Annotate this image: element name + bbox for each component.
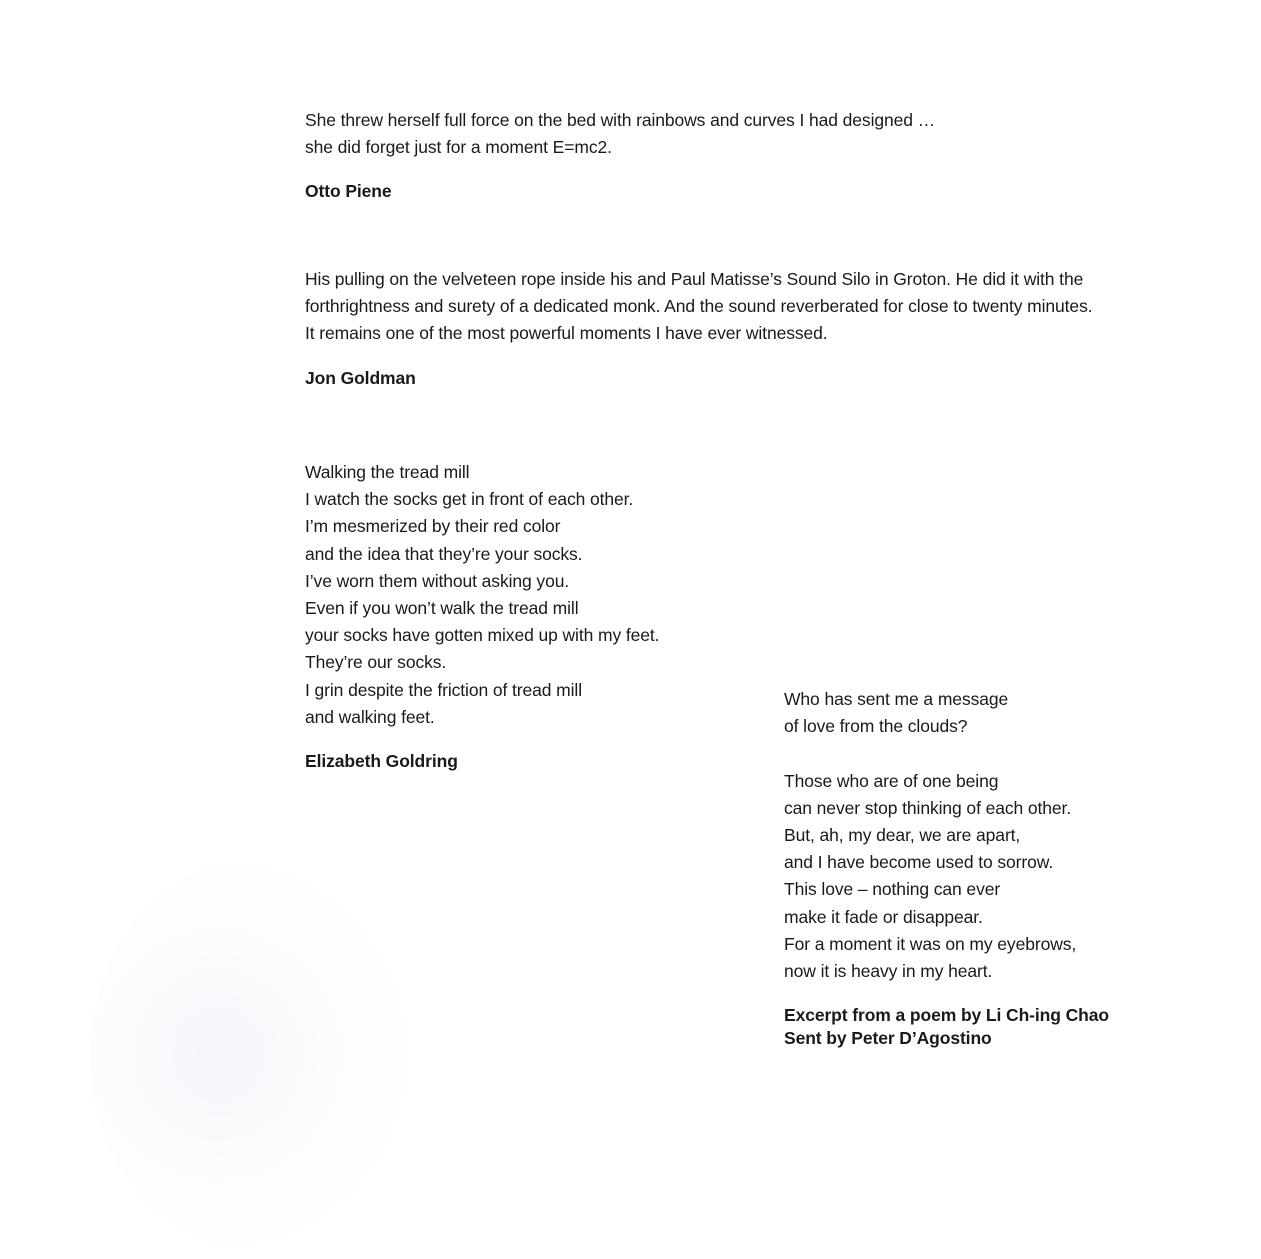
poem-line: This love – nothing can ever [784, 879, 1001, 900]
poem-line: can never stop thinking of each other. [784, 797, 1072, 818]
poem-line: Walking the tread mill [305, 462, 470, 482]
entry-author: Otto Piene [305, 181, 392, 202]
poem-line: of love from the clouds? [784, 716, 968, 737]
entry-author: Jon Goldman [305, 367, 416, 388]
stanza-break [784, 740, 1109, 767]
poem-line: and I have become used to sorrow. [784, 852, 1054, 873]
poem-line: I watch the socks get in front of each other. [305, 489, 634, 510]
entry-elizabeth-goldring [305, 459, 659, 773]
poem-line: and walking feet. [305, 706, 435, 727]
poem-line: now it is heavy in my heart. [784, 961, 993, 982]
entry-jon-goldman [305, 266, 1092, 390]
poem-line: But, ah, my dear, we are apart, [784, 825, 1021, 845]
paper-smudge [90, 860, 410, 1250]
poem-line: Those who are of one being [784, 770, 999, 791]
entry-text-line: It remains one of the most powerful moments I have ever witnessed. [305, 323, 828, 344]
poem-line: Even if you won’t walk the tread mill [305, 598, 579, 619]
poem-line: I’m mesmerized by their red color [305, 516, 561, 537]
poem-line: I grin despite the friction of tread mill [305, 679, 583, 700]
poem-line: Who has sent me a message [784, 689, 1009, 709]
entry-otto-piene [305, 107, 935, 203]
poem-line: They’re our socks. [305, 652, 447, 673]
poem-line: I’ve worn them without asking you. [305, 570, 570, 591]
entry-credit-excerpt: Excerpt from a poem by Li Ch-ing Chao [784, 1005, 1109, 1026]
poem-line: and the idea that they’re your socks. [305, 543, 583, 564]
entry-text-line: forthrightness and surety of a dedicated monk. And the sound reverberated for close to twenty minutes. [305, 296, 1093, 317]
poem-line: your socks have gotten mixed up with my feet. [305, 625, 660, 646]
poem-line: For a moment it was on my eyebrows, [784, 933, 1077, 954]
entry-text-line: His pulling on the velveteen rope inside his and Paul Matisse’s Sound Silo in Groton. He did it with the [305, 269, 1084, 289]
poem-line: make it fade or disappear. [784, 906, 983, 927]
entry-text-line: She threw herself full force on the bed with rainbows and curves I had designed … [305, 110, 936, 130]
entry-credit-sender: Sent by Peter D’Agostino [784, 1028, 992, 1049]
entry-author: Elizabeth Goldring [305, 751, 458, 772]
entry-text-line: she did forget just for a moment E=mc2. [305, 137, 612, 158]
entry-li-ching-chao [784, 686, 1109, 1050]
